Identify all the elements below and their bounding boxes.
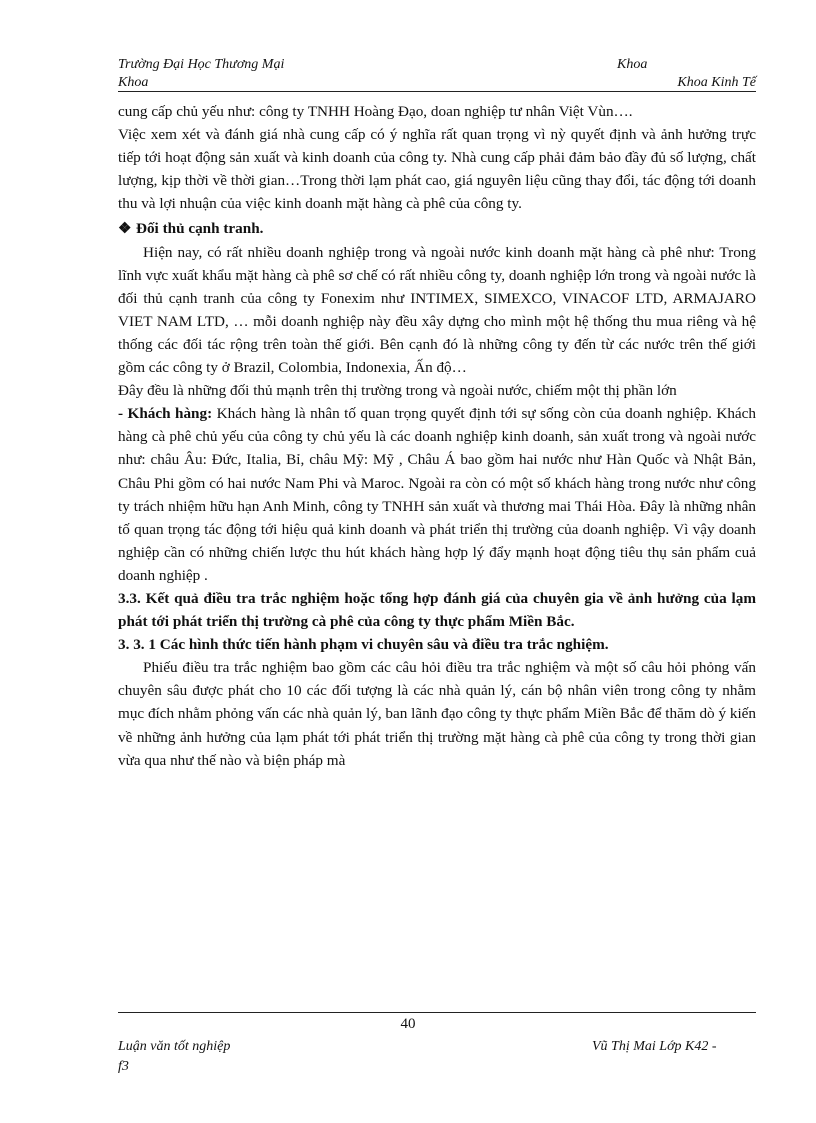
- footer-author: Vũ Thị Mai Lớp K42 -: [592, 1039, 717, 1054]
- header-rule: [118, 91, 756, 92]
- customers-text: Khách hàng là nhân tố quan trọng quyết định tới sự sống còn của doanh nghiệp. Khách hàng cà phê chủ yếu của công ty chủ yếu là các doanh nghiệp kinh doanh, sản xuất trong và ngoài nước như: châu Âu: Đức, Italia, Bỉ, châu Mỹ: Mỹ , Châu Á bao gồm hai nước như Hàn Quốc và Nhật Bản, Châu Phi gồm có hai nước Nam Phi và Maroc. Ngoài ra còn có một số khách hàng trong nước như công ty trách nhiệm hữu hạn Anh Minh, công ty TNHH sản xuất và thương mai Thái Hòa. Đây là những nhân tố quan trọng tác động tới hiệu quả kinh doanh và phát triển thị trường của doanh nghiệp. Vì vậy doanh nghiệp cần có những chiến lược thu hút khách hàng hợp lý đẩy mạnh hoạt động tiêu thụ sản phẩm cuả doanh nghiệp .: [118, 405, 756, 584]
- paragraph-customers: [118, 402, 756, 587]
- paragraph: Việc xem xét và đánh giá nhà cung cấp có ý nghĩa rất quan trọng vì nỳ quyết định và ảnh hưởng trực tiếp tới hoạt động sản xuất và kinh doanh của công ty. Nhà cung cấp phải đảm bảo đầy đủ số lượng, chất lượng, kịp thời về thời gian…Trong thời lạm phát cao, giá nguyên liệu cũng thay đổi, tác động tới doanh thu và lợi nhuận của việc kinh doanh mặt hàng cà phê của công ty.: [118, 126, 756, 213]
- paragraph: Hiện nay, có rất nhiều doanh nghiệp trong và ngoài nước kinh doanh mặt hàng cà phê như: Trong lĩnh vực xuất khẩu mặt hàng cà phê sơ chế có rất nhiều công ty, doanh nghiệp lớn trong và ngoài nước là đối thủ cạnh tranh của công ty Fonexim như INTIMEX, SIMEXCO, VINACOF LTD, ARMAJARO VIET NAM LTD, … mỗi doanh nghiệp này đều xây dựng cho mình một hệ thống thu mua riêng và hệ thống các đối tác rộng trên toàn thế giới. Bên cạnh đó là những công ty đến từ các nước trên thế giới gồm các công ty ở Brazil, Colombia, Indonexia, Ấn độ…: [118, 243, 756, 377]
- paragraph: cung cấp chủ yếu như: công ty TNHH Hoàng Đạo, doan nghiệp tư nhân Việt Vùn….: [118, 103, 633, 120]
- bullet-heading-text: Đối thủ cạnh tranh.: [136, 220, 264, 238]
- paragraph: Đây đều là những đối thủ mạnh trên thị trường trong và ngoài nước, chiếm một thị phần lớn: [118, 382, 677, 400]
- customers-lead: - Khách hàng:: [118, 405, 213, 423]
- diamond-bullet-icon: ❖: [118, 220, 132, 238]
- footer-thesis: Luận văn tốt nghiệp: [118, 1039, 231, 1054]
- footer-rule: [118, 1012, 756, 1013]
- paragraph: Phiếu điều tra trắc nghiệm bao gồm các câu hỏi điều tra trắc nghiệm và một số câu hỏi phỏng vấn chuyên sâu được phát cho 10 các đối tượng là các nhà quản lý, cán bộ nhân viên trong công ty nhằm mục đích nhằm phỏng vấn các nhà quản lý, ban lãnh đạo công ty thực phẩm Miền Bắc để thăm dò ý kiến về những ảnh hưởng của lạm phát tới phát triển thị trường mặt hàng cà phê của công ty trong thời gian vừa qua như thế nào và biện pháp mà: [118, 659, 756, 769]
- header-school: Trường Đại Học Thương Mại: [118, 57, 285, 72]
- header-faculty: Khoa Kinh Tế: [677, 75, 756, 90]
- header-khoa-2: Khoa: [118, 75, 149, 90]
- section-heading: 3.3. Kết quả điều tra trắc nghiệm hoặc tổng hợp đánh giá của chuyên gia về ảnh hưởng của lạm phát tới phát triển thị trường cà phê của công ty thực phẩm Miền Bắc.: [118, 589, 756, 631]
- footer-code: f3: [118, 1059, 129, 1074]
- bullet-heading: [118, 217, 756, 240]
- page-number: 40: [400, 1016, 416, 1032]
- header-khoa: Khoa: [617, 57, 648, 72]
- document-body: [118, 100, 756, 772]
- subsection-heading: 3. 3. 1 Các hình thức tiến hành phạm vi chuyên sâu và điều tra trắc nghiệm.: [118, 636, 609, 654]
